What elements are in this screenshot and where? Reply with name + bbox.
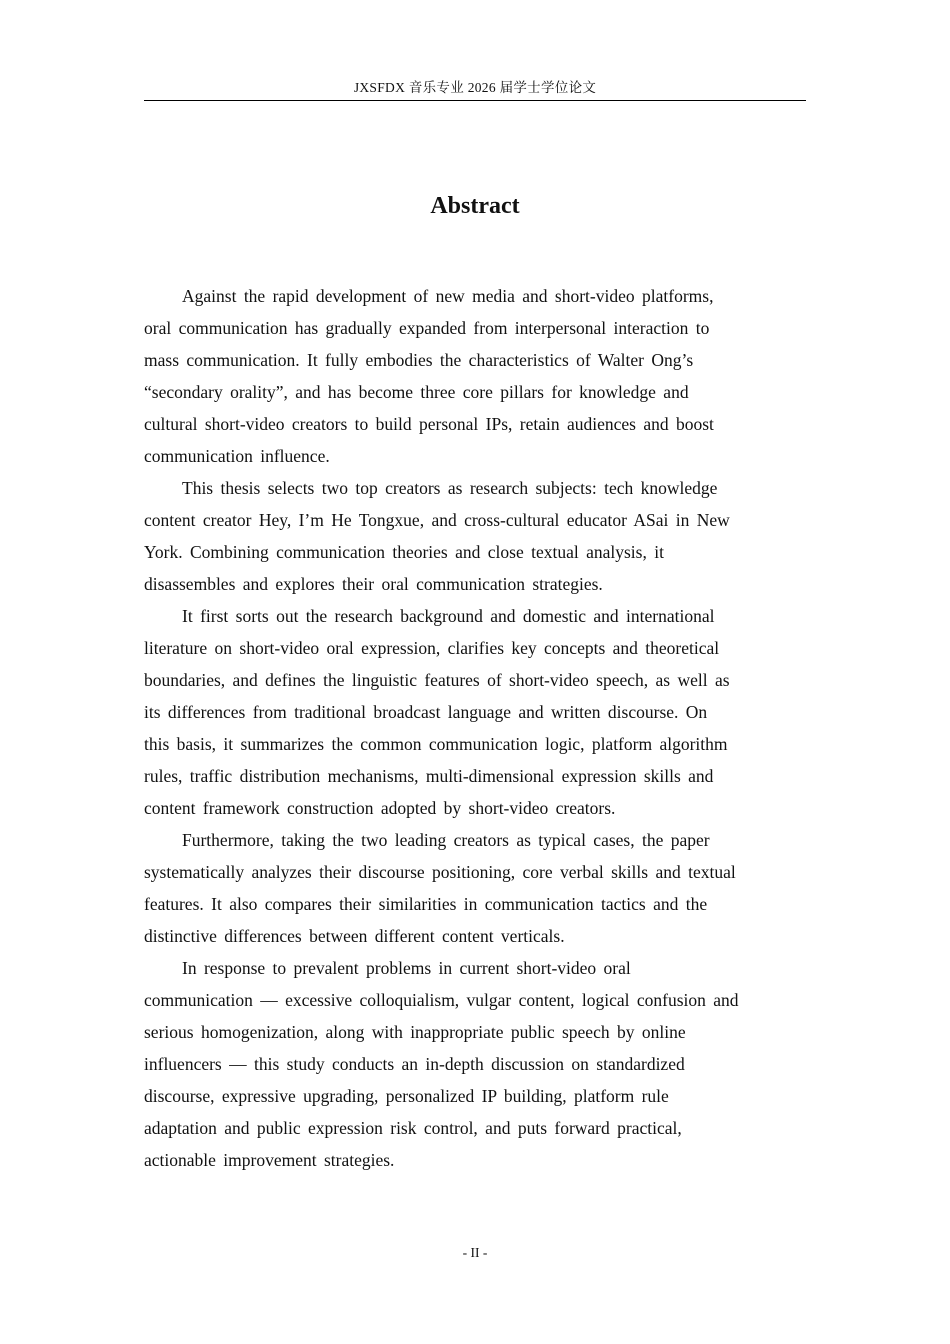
paragraph-3 bbox=[144, 600, 806, 824]
text-line: actionable improvement strategies. bbox=[144, 1150, 395, 1170]
text-line: this basis, it summarizes the common communication logic, platform algorithm bbox=[144, 734, 728, 754]
running-header: JXSFDX 音乐专业 2026 届学士学位论文 bbox=[353, 80, 597, 95]
text-line: distinctive differences between different content verticals. bbox=[144, 926, 565, 946]
text-line: It first sorts out the research background and domestic and international bbox=[182, 606, 715, 626]
abstract-body bbox=[144, 280, 806, 1176]
text-line: oral communication has gradually expanded from interpersonal interaction to bbox=[144, 318, 710, 338]
text-line: cultural short-video creators to build personal IPs, retain audiences and boost bbox=[144, 414, 714, 434]
paragraph-2 bbox=[144, 472, 806, 600]
text-line: systematically analyzes their discourse positioning, core verbal skills and textual bbox=[144, 862, 736, 882]
text-line: communication — excessive colloquialism, vulgar content, logical confusion and bbox=[144, 990, 739, 1010]
text-line: disassembles and explores their oral communication strategies. bbox=[144, 574, 603, 594]
text-line: content creator Hey, I’m He Tongxue, and cross-cultural educator ASai in New bbox=[144, 510, 730, 530]
text-line: mass communication. It fully embodies the characteristics of Walter Ong’s bbox=[144, 350, 694, 370]
text-line: discourse, expressive upgrading, personalized IP building, platform rule bbox=[144, 1086, 669, 1106]
header-rule bbox=[144, 100, 806, 101]
text-line: Furthermore, taking the two leading creators as typical cases, the paper bbox=[182, 830, 710, 850]
text-line: York. Combining communication theories and close textual analysis, it bbox=[144, 542, 664, 562]
text-line: literature on short-video oral expression, clarifies key concepts and theoretical bbox=[144, 638, 720, 658]
text-line: Against the rapid development of new media and short-video platforms, bbox=[182, 286, 714, 306]
text-line: features. It also compares their similarities in communication tactics and the bbox=[144, 894, 708, 914]
text-line: adaptation and public expression risk control, and puts forward practical, bbox=[144, 1118, 682, 1138]
abstract-title: Abstract bbox=[430, 193, 520, 219]
text-line: In response to prevalent problems in current short-video oral bbox=[182, 958, 631, 978]
text-line: rules, traffic distribution mechanisms, multi-dimensional expression skills and bbox=[144, 766, 714, 786]
text-line: boundaries, and defines the linguistic features of short-video speech, as well as bbox=[144, 670, 730, 690]
paragraph-5 bbox=[144, 952, 806, 1176]
text-line: its differences from traditional broadcast language and written discourse. On bbox=[144, 702, 708, 722]
page-number: - II - bbox=[462, 1245, 488, 1260]
text-line: communication influence. bbox=[144, 446, 330, 466]
paragraph-1 bbox=[144, 280, 806, 472]
paragraph-4 bbox=[144, 824, 806, 952]
text-line: content framework construction adopted by short-video creators. bbox=[144, 798, 616, 818]
text-line: “secondary orality”, and has become three core pillars for knowledge and bbox=[144, 382, 689, 402]
text-line: This thesis selects two top creators as research subjects: tech knowledge bbox=[182, 478, 718, 498]
text-line: serious homogenization, along with inappropriate public speech by online bbox=[144, 1022, 686, 1042]
text-line: influencers — this study conducts an in-depth discussion on standardized bbox=[144, 1054, 685, 1074]
